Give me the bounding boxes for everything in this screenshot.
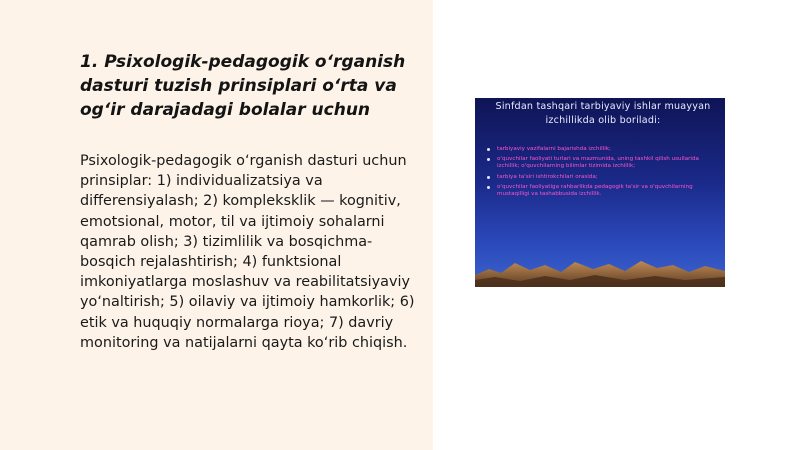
image-bullet-item: tarbiyaviy vazifalarni bajarishda izchillik;	[487, 146, 717, 153]
slide-title: 1. Psixologik-pedagogik o‘rganish dasturi tuzish prinsiplari o‘rta va og‘ir darajadagi bolalar uchun	[80, 52, 406, 120]
mountain-landscape	[475, 253, 725, 287]
image-bullet-item: o'quvchilar faoliyatiga rahbarlikda pedagogik ta'sir va o'quvchilarning mustaqilligi va tashabbusida izchillik.	[487, 184, 717, 198]
image-bullet-item: tarbiya ta'siri ishtirokchilari orasida;	[487, 174, 717, 181]
slide-body-text: Psixologik-pedagogik o‘rganish dasturi uchun prinsiplar: 1) individualizatsiya va differensiyalash; 2) kompleksklik — kognitiv, emotsional, motor, til va ijtimoiy sohalarni qamrab olish; 3) tizimlilik va bosqichma-bosqich rejalashtirish; 4) funktsional imkoniyatlarga moslashuv va reabilitatsiyaviy yo‘naltirish; 5) oilaviy va ijtimoiy hamkorlik; 6) etik va huquqiy normalarga rioya; 7) davriy monitoring va natijalarni qayta ko‘rib chiqish.	[80, 153, 415, 351]
image-bullet-list	[487, 146, 717, 201]
embedded-slide-image	[475, 98, 725, 287]
image-heading: Sinfdan tashqari tarbiyaviy ishlar muayyan izchillikda olib boriladi:	[495, 101, 711, 126]
image-bullet-item: o'quvchilar faoliyati turlari va mazmunida, uning tashkil qilish usullarida izchillik; o'quvchilarning bilimlar tizimida izchillik;	[487, 156, 717, 170]
